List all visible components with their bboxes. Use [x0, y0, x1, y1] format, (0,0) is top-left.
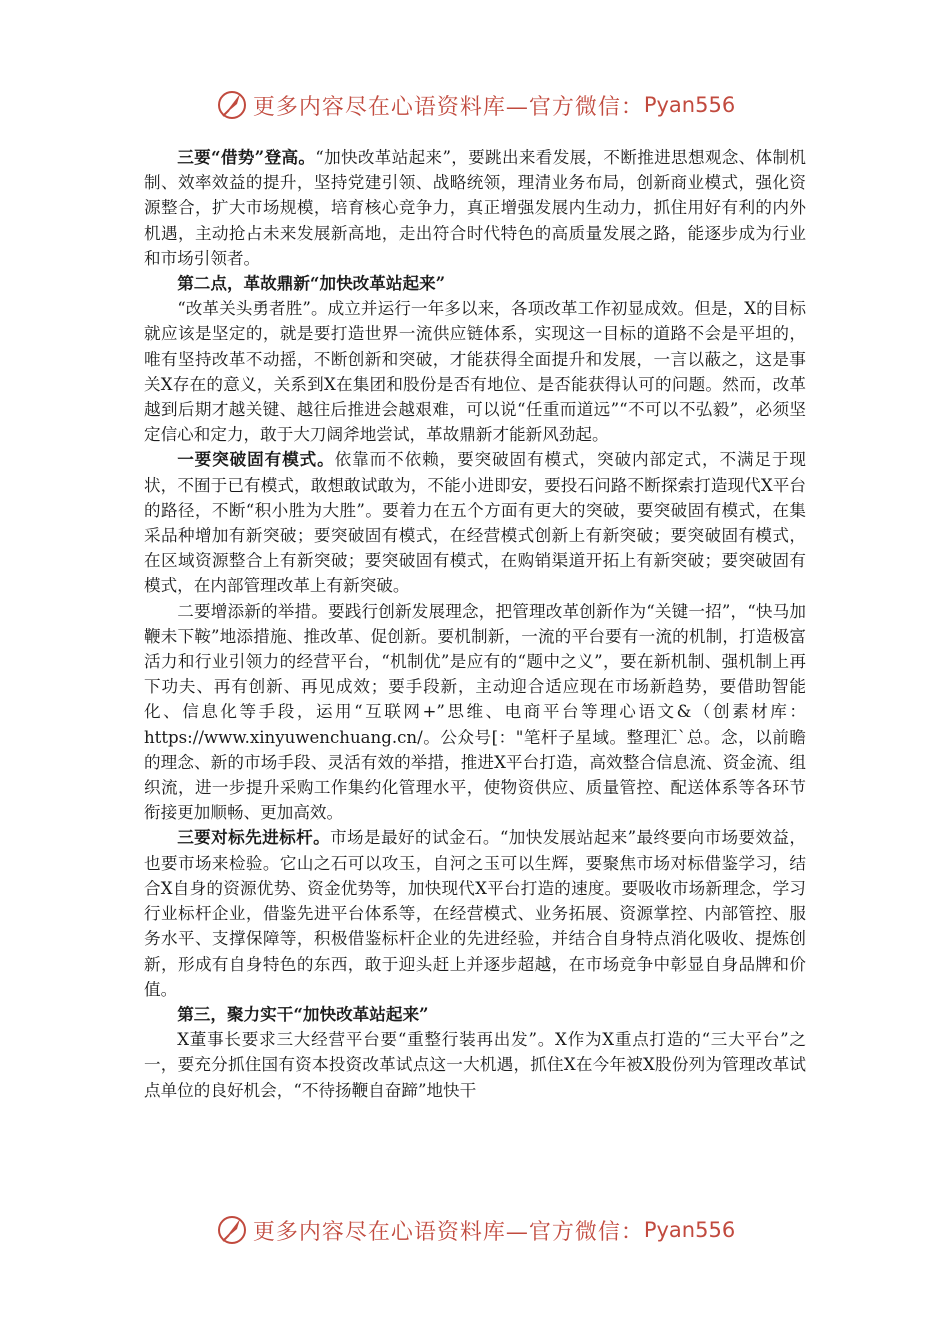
paragraph-5	[144, 599, 806, 826]
header-watermark	[0, 85, 950, 125]
paragraph-text: 依靠而不依赖，要突破固有模式，突破内部定式，不满足于现状，不囿于已有模式，敢想敢试敢为，不能小进即安，要投石问路不断探索打造现代X平台的路径，不断“积小胜为大胜”。要着力在五个方面有更大的突破，要突破固有模式，在集采品种增加有新突破；要突破固有模式，在经营模式创新上有新突破；要突破固有模式，在区域资源整合上有新突破；要突破固有模式，在购销渠道开拓上有新突破；要突破固有模式，在内部管理改革上有新突破。	[144, 450, 807, 596]
watermark-wechat-id: Pyan556	[643, 1218, 736, 1242]
quill-logo-icon	[215, 88, 249, 122]
watermark-text: 更多内容尽在心语资料库—官方微信：	[252, 94, 644, 120]
paragraph-3	[144, 296, 806, 447]
paragraph-4	[144, 447, 806, 598]
paragraph-text: X董事长要求三大经营平台要“重整行装再出发”。X作为X重点打造的“三大平台”之一，要充分抓住国有资本投资改革试点这一大机遇，抓住X在今年被X股份列为管理改革试点单位的良好机会，“不待扬鞭自奋蹄”地快干	[144, 1030, 806, 1100]
paragraph-text: 二要增添新的举措。要践行创新发展理念，把管理改革创新作为“关键一招”，“快马加鞭未下鞍”地添措施、推改革、促创新。要机制新，一流的平台要有一流的机制，打造极富活力和行业引领力的经营平台，“机制优”是应有的“题中之义”，要在新机制、强机制上再下功夫、再有创新、再见成效；要手段新，主动迎合适应现在市场新趋势，要借助智能化、信息化等手段，运用“互联网+”思维、电商平台等理心语文&（创素材库：https://www.xinyuwenchuang.cn/。公众号[："笔杆子星域。整理汇`总。念，以前瞻的理念、新的市场手段、灵活有效的举措，推进X平台打造，高效整合信息流、资金流、组织流，进一步提升采购工作集约化管理水平，使物资供应、质量管控、配送体系等各环节衔接更加顺畅、更加高效。	[144, 601, 806, 823]
paragraph-lead: 三要“借势”登高。	[177, 147, 316, 167]
paragraph-6	[144, 825, 806, 1001]
paragraph-lead: 三要对标先进标杆。	[177, 827, 331, 848]
paragraph-8	[144, 1027, 806, 1103]
paragraph-text: “改革关头勇者胜”。成立并运行一年多以来，各项改革工作初显成效。但是，X的目标就应该是坚定的，就是要打造世界一流供应链体系，实现这一目标的道路不会是平坦的，唯有坚持改革不动摇，不断创新和突破，才能获得全面提升和发展，一言以蔽之，这是事关X存在的意义，关系到X在集团和股份是否有地位、是否能获得认可的问题。然而，改革越到后期才越关键、越往后推进会越艰难，可以说“任重而道远”“不可以不弘毅”，必须坚定信心和定力，敢于大刀阔斧地尝试，革故鼎新才能新风劲起。	[144, 299, 806, 445]
quill-logo-icon	[215, 1213, 249, 1247]
watermark-wechat-id: Pyan556	[643, 93, 736, 117]
paragraph-lead: 一要突破固有模式。	[177, 449, 335, 470]
footer-watermark	[0, 1210, 950, 1250]
paragraph-text: 市场是最好的试金石。“加快发展站起来”最终要向市场要效益，也要市场来检验。它山之石可以攻玉，自河之玉可以生辉，要聚焦市场对标借鉴学习，结合X自身的资源优势、资金优势等，加快现代X平台打造的速度。要吸收市场新理念，学习行业标杆企业，借鉴先进平台体系等，在经营模式、业务拓展、资源掌控、内部管控、服务水平、支撑保障等，积极借鉴标杆企业的先进经验，并结合自身特点消化吸收、提炼创新，形成有自身特色的东西，敢于迎头赶上并逐步超越，在市场竞争中彰显自身品牌和价值。	[144, 828, 807, 999]
section-heading-2: 第二点，革故鼎新“加快改革站起来”	[177, 273, 446, 294]
document-body	[144, 145, 806, 1103]
paragraph-text: “加快改革站起来”，要跳出来看发展，不断推进思想观念、体制机制、效率效益的提升，坚持党建引领、战略统领，理清业务布局，创新商业模式，强化资源整合，扩大市场规模，培育核心竞争力，真正增强发展内生动力，抓住用好有利的内外机遇，主动抢占未来发展新高地，走出符合时代特色的高质量发展之路，能逐步成为行业和市场引领者。	[144, 148, 807, 268]
watermark-text: 更多内容尽在心语资料库—官方微信：	[252, 1219, 644, 1245]
section-heading-3: 第三，聚力实干“加快改革站起来”	[177, 1003, 429, 1024]
paragraph-1	[144, 145, 806, 271]
